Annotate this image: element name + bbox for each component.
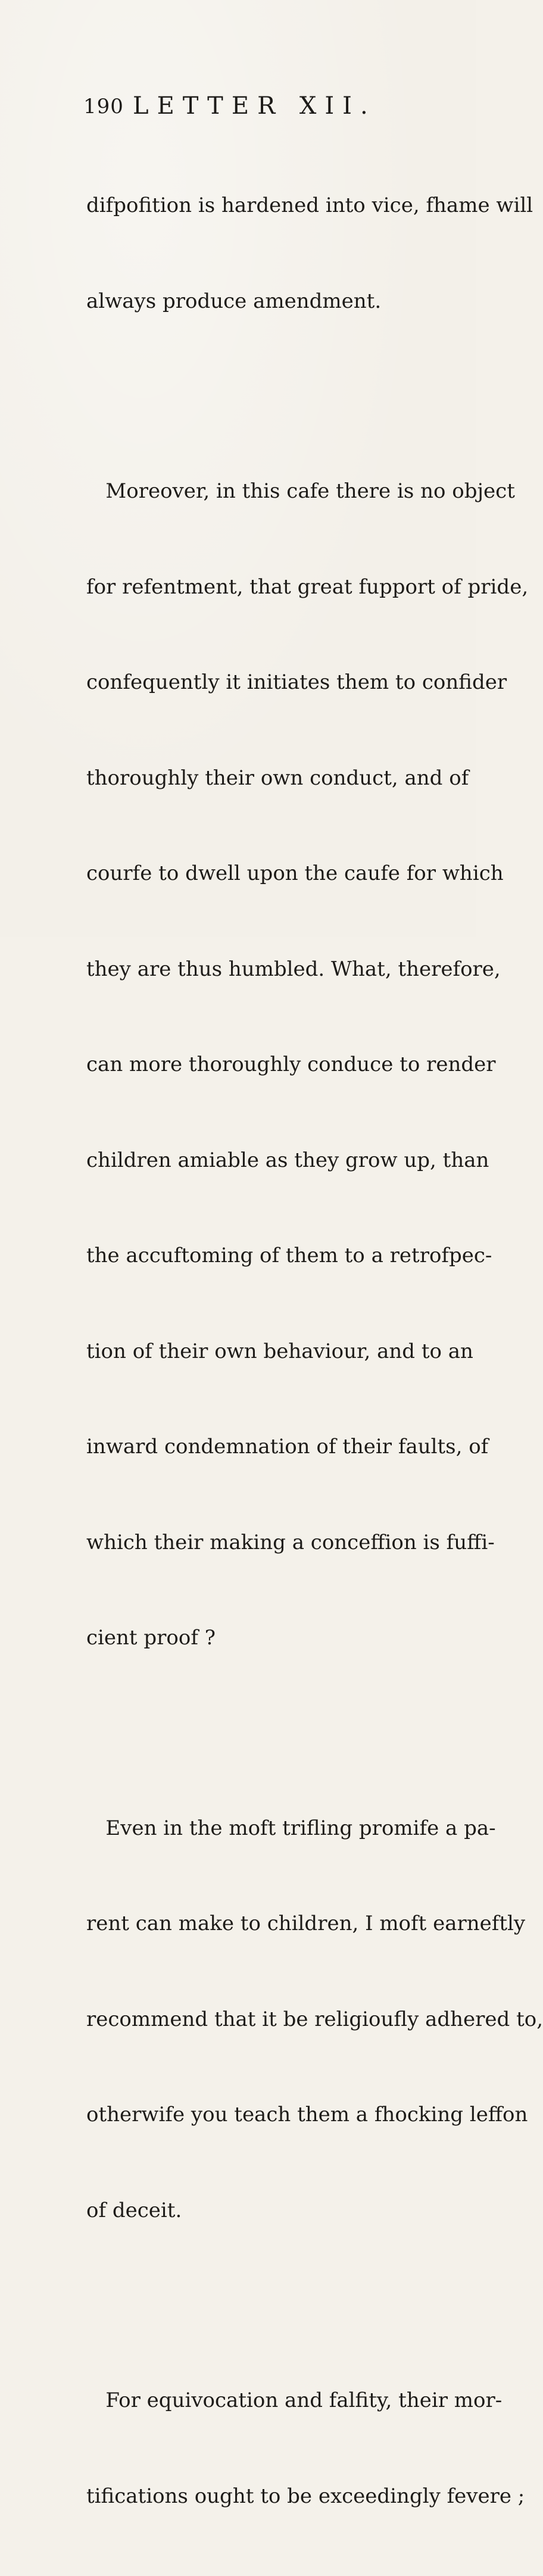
paragraph bbox=[86, 1749, 543, 2291]
text-line: Even in the moft trifling promife a pa- bbox=[86, 1816, 496, 1840]
paragraph bbox=[86, 2321, 525, 2576]
page-header bbox=[83, 92, 417, 122]
text-line: tion of their own behaviour, and to an bbox=[86, 1339, 473, 1363]
text-line: of deceit. bbox=[86, 2198, 182, 2222]
text-line: which their making a conceffion is fuffi- bbox=[86, 1530, 495, 1554]
text-line: children amiable as they grow up, than bbox=[86, 1148, 489, 1172]
paragraph bbox=[86, 126, 533, 381]
text-line: otherwife you teach them a fhocking leffon bbox=[86, 2103, 528, 2127]
text-line: for refentment, that great fupport of pride, bbox=[86, 574, 529, 599]
text-line: For equivocation and falfity, their mor- bbox=[86, 2388, 503, 2412]
page-number: 190 bbox=[83, 95, 124, 118]
body-text bbox=[86, 126, 543, 2576]
text-line: the accuftoming of them to a retrofpec- bbox=[86, 1244, 492, 1267]
text-line: difpofition is hardened into vice, fhame will bbox=[86, 193, 533, 217]
text-line: confequently it initiates them to confider bbox=[86, 670, 507, 694]
text-line: Moreover, in this cafe there is no object bbox=[86, 479, 515, 503]
text-line: recommend that it be religioufly adhered to, bbox=[86, 2007, 543, 2031]
text-line: can more thoroughly conduce to render bbox=[86, 1053, 496, 1076]
text-line: thoroughly their own conduct, and of bbox=[86, 766, 469, 790]
text-line: they are thus humbled. What, therefore, bbox=[86, 957, 501, 981]
running-head: LETTER XII. bbox=[133, 92, 376, 120]
text-line: rent can make to children, I moft earneftly bbox=[86, 1912, 526, 1935]
text-line: always produce amendment. bbox=[86, 289, 382, 313]
text-line: cient proof ? bbox=[86, 1626, 216, 1650]
text-line: inward condemnation of their faults, of bbox=[86, 1435, 489, 1459]
text-line: tifications ought to be exceedingly fevere ; bbox=[86, 2484, 525, 2508]
text-line: courfe to dwell upon the caufe for which bbox=[86, 861, 504, 885]
paragraph bbox=[86, 412, 529, 1718]
